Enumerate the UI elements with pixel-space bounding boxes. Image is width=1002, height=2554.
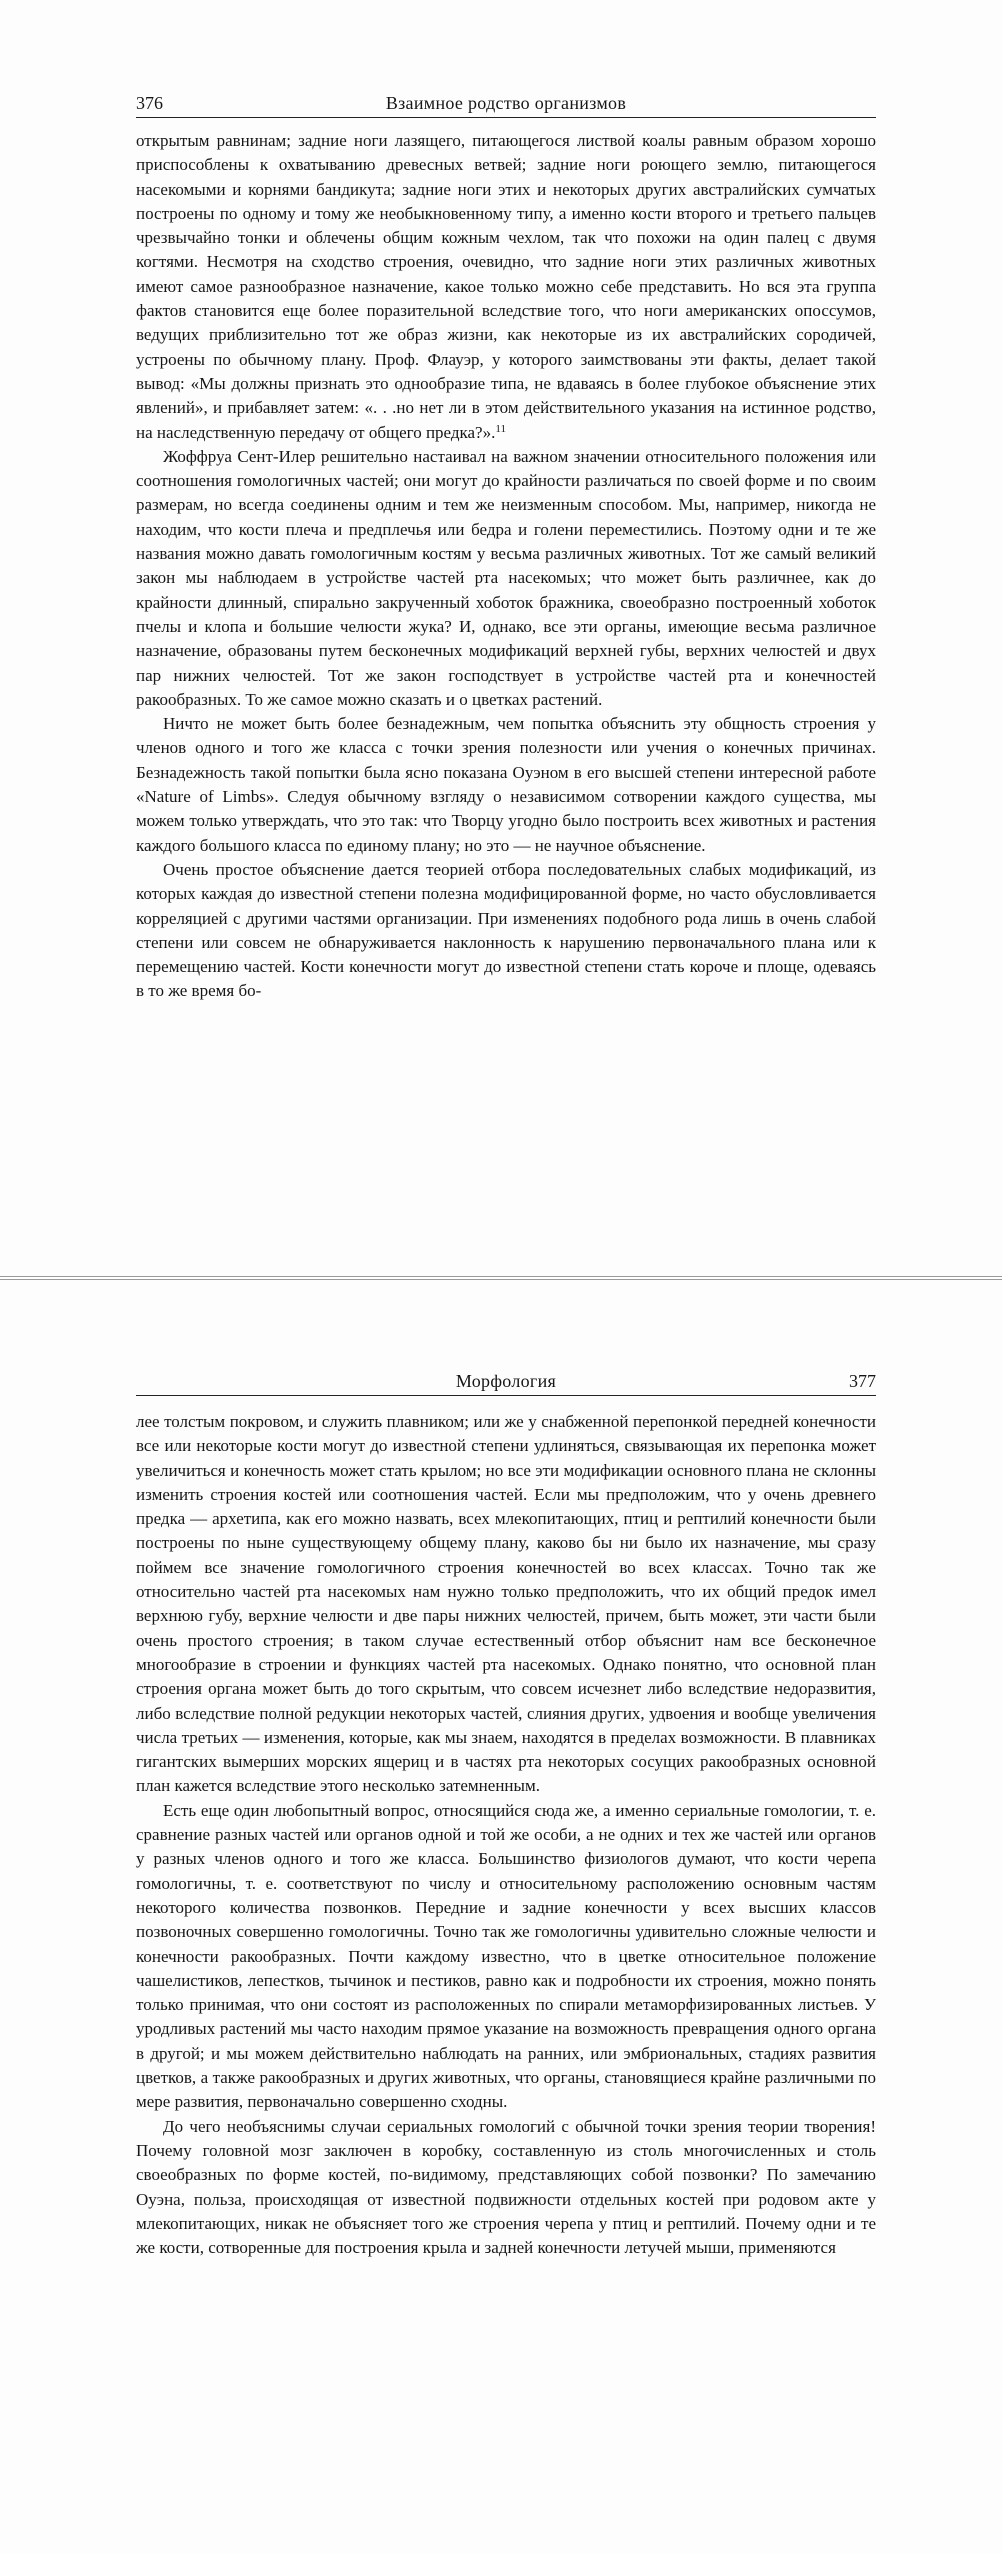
page-header bbox=[136, 83, 876, 118]
page-377 bbox=[0, 1279, 1002, 2554]
paragraph-text: открытым равнинам; задние ноги лазящего, питающегося листвой коалы равным образом хорошо приспособлены к охватыванию древесных ветвей; задние ноги роющего землю, питающегося насекомыми и корнями бандикута; задние ноги этих и некоторых других австралийских сумчатых построены по одному и тому же необыкновенному типу, а именно кости второго и третьего пальцев чрезвычайно тонки и облечены общим кожным чехлом, так что похожи на один палец с двумя когтями. Несмотря на сходство строения, очевидно, что задние ноги этих различных животных имеют самое разнообразное назначение, какое только можно себе представить. Но вся эта группа фактов становится еще более поразительной вследствие того, что ноги американских опоссумов, ведущих приблизительно тот же образ жизни, как некоторые из их австралийских сородичей, устроены по обычному плану. Проф. Флауэр, у которого заимствованы эти факты, делает такой вывод: «Мы должны признать это однообразие типа, не вдаваясь в более глубокое объяснение этих явлений», и прибавляет затем: «. . .но нет ли в этом действительного указания на истинное родство, на наследственную передачу от общего предка?». bbox=[136, 131, 876, 442]
paragraph: Жоффруа Сент-Илер решительно настаивал на важном значении относительного положения или соотношения гомологичных частей; они могут до крайности различаться по своей форме и по своим размерам, но всегда соединены одним и тем же неизменным способом. Мы, например, никогда не находим, что кости плеча и предплечья или бедра и голени переместились. Поэтому одни и те же названия можно давать гомологичным костям у весьма различных животных. Тот же самый великий закон мы наблюдаем в устройстве частей рта насекомых; что может быть различнее, как до крайности длинный, спирально закрученный хоботок бражника, своеобразно построенный хоботок пчелы и клопа и большие челюсти жука? И, однако, все эти органы, имеющие весьма различное назначение, образованы путем бесконечных модификаций верхней губы, верхних челюстей и двух пар нижних челюстей. Тот же закон господствует в устройстве частей рта и конечностей ракообразных. То же самое можно сказать и о цветках растений. bbox=[136, 446, 876, 709]
paragraph: Ничто не может быть более безнадежным, чем попытка объяснить эту общность строения у членов одного и того же класса с точки зрения полезности или учения о конечных причинах. Безнадежность такой попытки была ясно показана Оуэном в его высшей степени интересной работе «Nature of Limbs». Следуя обычному взгляду о независимом сотворении каждого существа, мы можем только утверждать, что это так: что Творцу угодно было построить всех животных и растения каждого большого класса по единому плану; но это — не научное объяснение. bbox=[136, 714, 876, 855]
paragraph bbox=[136, 129, 876, 445]
page-number: 377 bbox=[849, 1371, 876, 1391]
body-text bbox=[136, 129, 876, 1004]
running-title: Взаимное родство организмов bbox=[385, 93, 627, 113]
paragraph: лее толстым покровом, и служить плавником; или же у снабженной перепонкой передней конечности все или некоторые кости могут до известной степени удлиняться, связывающая их перепонка может увеличиться и конечность может стать крылом; но все эти модификации основного плана не склонны изменить строения костей или соотношения частей. Если мы предположим, что у очень древнего предка — архетипа, как его можно назвать, всех млекопитающих, птиц и рептилий конечности были построены по ныне существующему общему плану, каково бы ни было их назначение, мы сразу поймем все значение гомологичного строения конечностей во всех классах. Точно так же относительно частей рта насекомых нам нужно только предположить, что их общий предок имел верхнюю губу, верхние челюсти и две пары нижних челюстей, причем, быть может, эти части были очень простого строения; в таком случае естественный отбор объяснит нам все бесконечное многообразие в строении и функциях частей рта насекомых. Однако понятно, что основной план строения органа может быть до того скрытым, что совсем исчезнет либо вследствие недоразвития, либо вследствие полной редукции некоторых частей, слияния других, удвоения и вообще увеличения числа третьих — изменения, которые, как мы знаем, находятся в пределах возможности. В плавниках гигантских вымерших морских ящериц и в частях рта некоторых сосущих ракообразных основной план кажется вследствие этого несколько затемненным. bbox=[136, 1412, 876, 1796]
paragraph: Очень простое объяснение дается теорией отбора последовательных слабых модификаций, из которых каждая до известной степени полезна модифицированной форме, но часто обусловливается корреляцией с другими частями организации. При изменениях подобного рода лишь в очень слабой степени или совсем не обнаруживается наклонность к нарушению первоначального плана или к перемещению частей. Кости конечности могут до известной степени стать короче и площе, одеваясь в то же время бо- bbox=[136, 859, 876, 1001]
page-header bbox=[136, 1361, 876, 1396]
footnote-marker: 11 bbox=[495, 422, 506, 435]
body-text bbox=[136, 1410, 876, 2260]
paragraph: Есть еще один любопытный вопрос, относящийся сюда же, а именно сериальные гомологии, т. е. сравнение разных частей или органов одной и той же особи, а не одних и тех же частей или органов у разных членов одного и того же класса. Большинство физиологов думают, что кости черепа гомологичны, т. е. соответствуют по числу и относительному расположению основным частям некоторого количества позвонков. Передние и задние конечности у всех высших классов позвоночных совершенно гомологичны. Точно так же гомологичны удивительно сложные челюсти и конечности ракообразных. Почти каждому известно, что в цветке относительное положение чашелистиков, лепестков, тычинок и пестиков, равно как и подробности их строения, можно понять только принимая, что они состоят из расположенных по спирали метаморфизированных листьев. У уродливых растений мы часто находим прямое указание на возможность превращения одного органа в другой; и мы можем действительно наблюдать на ранних, или эмбриональных, стадиях развития цветков, а также ракообразных и других животных, что органы, становящиеся крайне различными по мере развития, первоначально совершенно сходны. bbox=[136, 1800, 876, 2112]
paragraph: До чего необъяснимы случаи сериальных гомологий с обычной точки зрения теории творения! Почему головной мозг заключен в коробку, составленную из столь многочисленных и столь своеобразных по форме костей, по-видимому, представляющих собой позвонки? По замечанию Оуэна, польза, происходящая от известной подвижности отдельных костей при родовом акте у млекопитающих, никак не объясняет того же строения черепа у птиц и рептилий. Почему одни и те же кости, сотворенные для построения крыла и задней конечности летучей мыши, применяются bbox=[136, 2116, 876, 2258]
running-title: Морфология bbox=[455, 1371, 557, 1391]
page-number: 376 bbox=[136, 93, 163, 113]
